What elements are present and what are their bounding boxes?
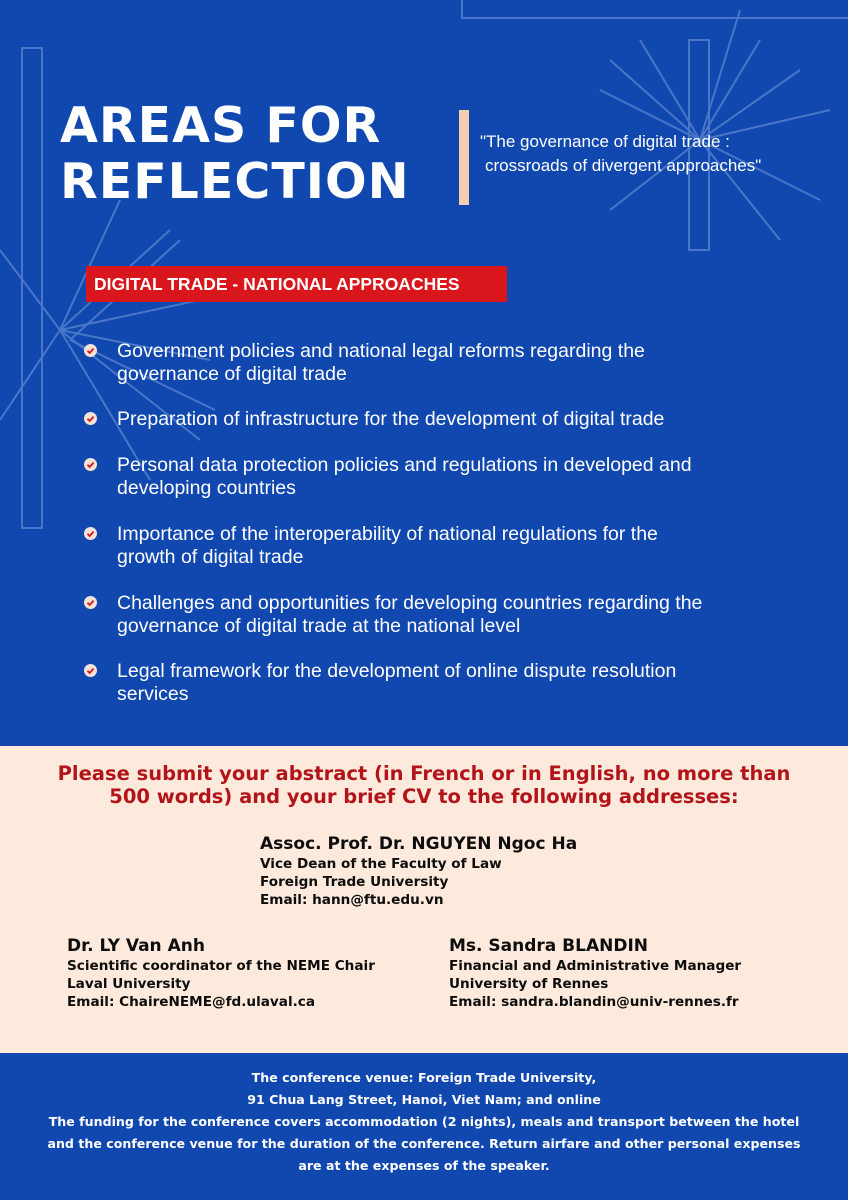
check-circle-icon — [84, 412, 97, 425]
contact-role: Vice Dean of the Faculty of Law — [260, 856, 502, 872]
footer-line: 91 Chua Lang Street, Hanoi, Viet Nam; and online — [247, 1092, 601, 1107]
check-circle-icon — [84, 458, 97, 471]
list-item — [84, 454, 804, 500]
check-circle-icon — [84, 527, 97, 540]
theme-line: "The governance of digital trade : — [480, 132, 730, 151]
footer-notes — [10, 1067, 838, 1177]
footer-line: The conference venue: Foreign Trade University, — [251, 1070, 597, 1085]
list-item — [84, 592, 804, 638]
item-line: governance of digital trade at the national level — [117, 615, 521, 637]
check-circle-icon — [84, 664, 97, 677]
contact-role: Scientific coordinator of the NEME Chair — [67, 958, 375, 974]
item-line: growth of digital trade — [117, 546, 304, 568]
item-line: Importance of the interoperability of national regulations for the — [117, 523, 658, 545]
contact-email[interactable]: Email: sandra.blandin@univ-rennes.fr — [449, 994, 739, 1010]
item-line: Challenges and opportunities for developing countries regarding the — [117, 592, 703, 614]
contact-name: Dr. LY Van Anh — [67, 936, 205, 956]
list-item — [84, 660, 804, 706]
footer — [0, 1053, 848, 1200]
theme-line: crossroads of divergent approaches" — [485, 156, 762, 175]
item-line: developing countries — [117, 477, 296, 499]
page-title — [60, 98, 410, 210]
check-circle-icon — [84, 344, 97, 357]
list-item — [84, 408, 804, 431]
list-item — [84, 340, 804, 386]
contact-email[interactable]: Email: ChaireNEME@fd.ulaval.ca — [67, 994, 315, 1010]
item-line: Government policies and national legal reforms regarding the — [117, 340, 645, 362]
contact-role: Financial and Administrative Manager — [449, 958, 742, 974]
footer-line: are at the expenses of the speaker. — [298, 1158, 550, 1173]
contact-card — [67, 935, 375, 1011]
contact-name: Ms. Sandra BLANDIN — [449, 936, 649, 956]
submission-section — [0, 746, 848, 1053]
footer-line: The funding for the conference covers accommodation (2 nights), meals and transport between the hotel — [48, 1114, 800, 1129]
item-line: Legal framework for the development of online dispute resolution — [117, 660, 677, 682]
contact-org: Laval University — [67, 976, 191, 992]
reflection-list — [84, 340, 804, 706]
contact-card — [260, 833, 577, 909]
item-line: Personal data protection policies and regulations in developed and — [117, 454, 692, 476]
conference-theme — [480, 130, 840, 178]
cta-line: Please submit your abstract (in French or in English, no more than — [57, 762, 791, 785]
title-line: REFLECTION — [60, 153, 410, 210]
contact-org: Foreign Trade University — [260, 874, 449, 890]
title-line: AREAS FOR — [60, 97, 382, 154]
submission-call — [20, 762, 828, 808]
contact-name: Assoc. Prof. Dr. NGUYEN Ngoc Ha — [260, 834, 578, 854]
cta-line: 500 words) and your brief CV to the following addresses: — [109, 785, 739, 808]
contact-org: University of Rennes — [449, 976, 609, 992]
item-line: Preparation of infrastructure for the development of digital trade — [117, 408, 665, 430]
footer-line: and the conference venue for the duration of the conference. Return airfare and other personal expenses — [47, 1136, 801, 1151]
check-circle-icon — [84, 596, 97, 609]
item-line: governance of digital trade — [117, 363, 347, 385]
contact-card — [449, 935, 741, 1011]
item-line: services — [117, 683, 189, 705]
contact-email[interactable]: Email: hann@ftu.edu.vn — [260, 892, 444, 908]
list-item — [84, 523, 804, 569]
title-divider — [459, 110, 469, 205]
section-tag: DIGITAL TRADE - NATIONAL APPROACHES — [86, 266, 507, 302]
